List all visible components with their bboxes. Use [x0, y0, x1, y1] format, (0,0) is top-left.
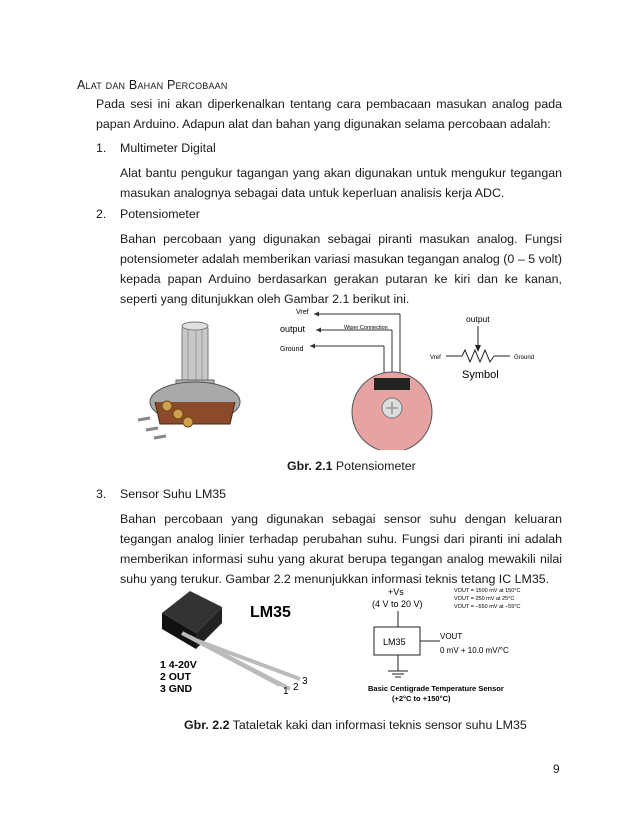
symbol-ground-label: Ground: [514, 355, 535, 361]
symbol-vref-label: Vref: [430, 355, 441, 361]
label-output: output: [280, 324, 306, 334]
symbol-output-label: output: [466, 314, 490, 324]
figure-2-2-label: Gbr. 2.2: [184, 718, 230, 732]
figure-2-1-text: Potensiometer: [332, 459, 416, 473]
lm35-circuit-diagram: [368, 587, 520, 703]
item-1-number: 1.: [96, 141, 107, 155]
pin-2-label: 2 OUT: [160, 671, 191, 683]
page-number: 9: [553, 762, 560, 776]
label-ground: Ground: [280, 346, 304, 353]
chip-name: LM35: [250, 604, 291, 621]
section-heading: Alat dan Bahan Percobaan: [77, 78, 228, 92]
lm35-figure: [150, 583, 550, 713]
pin-number-2: 2: [293, 682, 299, 693]
pin-3-label: 3 GND: [160, 683, 193, 695]
vs-range: (4 V to 20 V): [372, 599, 423, 609]
intro-paragraph: Pada sesi ini akan diperkenalkan tentang cara pembacaan masukan analog pada papan Arduino. Adapun alat dan bahan yang digunakan selama percobaan adalah:: [96, 97, 562, 131]
label-vref: Vref: [296, 309, 309, 316]
symbol-title: Symbol: [462, 369, 499, 381]
item-2-number: 2.: [96, 207, 107, 221]
potentiometer-wiring-diagram: [280, 309, 432, 450]
vs-label: +Vs: [388, 587, 404, 597]
potentiometer-figure: [130, 302, 550, 450]
figure-2-1-label: Gbr. 2.1: [287, 459, 333, 473]
item-1-body: Alat bantu pengukur tagangan yang akan digunakan untuk mengukur tegangan masukan analognya sebagai data untuk keperluan analisis kerja ADC.: [120, 166, 562, 200]
vout-label: VOUT: [440, 632, 463, 641]
item-3-title: Sensor Suhu LM35: [120, 487, 227, 501]
pin-number-1: 1: [283, 686, 289, 697]
spec-3: VOUT = –550 mV at –55°C: [454, 604, 521, 610]
spec-1: VOUT = 1500 mV at 150°C: [454, 588, 521, 594]
circuit-title: Basic Centigrade Temperature Sensor: [368, 684, 504, 693]
figure-2-1-caption: [287, 459, 416, 473]
label-wiper-connection: Wiper Connection: [344, 325, 388, 331]
ic-label: LM35: [383, 637, 406, 647]
spec-2: VOUT = 250 mV at 25°C: [454, 596, 515, 602]
potentiometer-symbol: [430, 314, 534, 381]
item-3-number: 3.: [96, 487, 107, 501]
pin-number-3: 3: [302, 676, 308, 687]
item-3-body: Bahan percobaan yang digunakan sebagai sensor suhu dengan keluaran tegangan analog linier terhadap perubahan suhu. Fungsi dari piranti ini adalah memberikan informasi suhu yang akurat berupa tegangan analog mewakili nilai suhu yang terukur. Gambar 2.2 menunjukkan informasi teknis tetang IC LM35.: [120, 512, 562, 586]
item-2-body: Bahan percobaan yang digunakan sebagai piranti masukan analog. Fungsi potensiometer adalah memberikan variasi masukan tegangan analog (0 – 5 volt) kepada papan Arduino berdasarkan gerakan putaran ke kiri dan ke kanan, seperti yang ditunjukkan oleh Gambar 2.1 berikut ini.: [120, 232, 562, 306]
item-1-title: Multimeter Digital: [120, 141, 216, 155]
potentiometer-photo: [138, 322, 240, 438]
circuit-range: (+2°C to +150°C): [392, 694, 451, 703]
lm35-pinout-photo: [160, 591, 308, 697]
figure-2-2-text: Tataletak kaki dan informasi teknis sensor suhu LM35: [229, 718, 527, 732]
pin-1-label: 1 4-20V: [160, 659, 197, 671]
item-2-title: Potensiometer: [120, 207, 200, 221]
vout-equation: 0 mV + 10.0 mV/°C: [440, 646, 509, 655]
figure-2-2-caption: [184, 718, 527, 732]
